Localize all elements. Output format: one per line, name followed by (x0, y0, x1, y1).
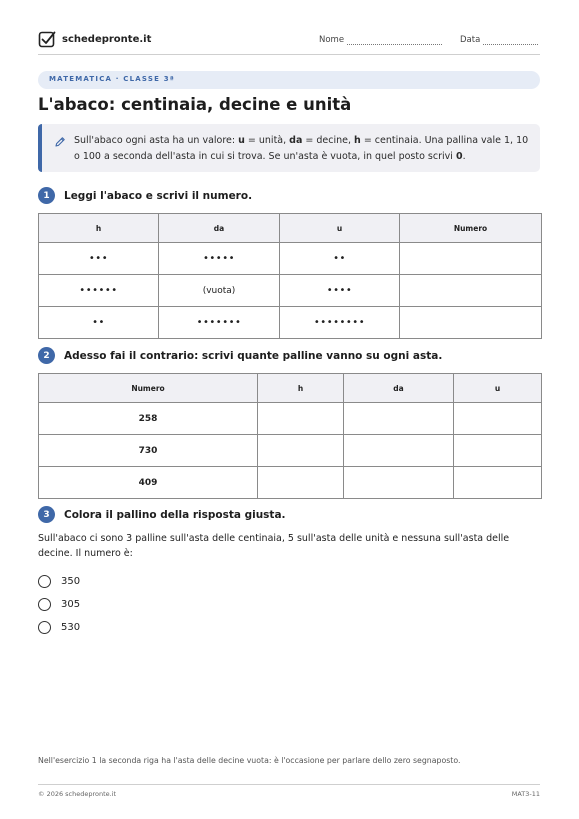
radio-circle-icon[interactable] (38, 598, 51, 611)
checkbox-logo-icon (38, 30, 56, 48)
number-cell: 730 (39, 435, 258, 467)
exercise-3-title: Colora il pallino della risposta giusta. (64, 508, 286, 521)
radio-circle-icon[interactable] (38, 621, 51, 634)
units-beads-cell: •••• (280, 275, 400, 307)
subject-badge (38, 71, 540, 89)
column-header: da (344, 374, 454, 403)
answer-option-label: 305 (61, 599, 81, 610)
footer-divider (38, 784, 540, 785)
copyright: © 2026 schedepronte.it (38, 790, 117, 798)
column-header: Numero (39, 374, 258, 403)
tens-answer-cell[interactable] (344, 467, 454, 499)
answer-option[interactable] (38, 598, 80, 611)
exercise-3-number: 3 (38, 506, 55, 523)
exercise-1-title: Leggi l'abaco e scrivi il numero. (64, 189, 253, 202)
table-row (39, 403, 542, 435)
answer-option-label: 530 (61, 622, 81, 633)
table-header-row (39, 214, 542, 243)
tens-answer-cell[interactable] (344, 435, 454, 467)
table-row (39, 275, 542, 307)
teacher-footnote: Nell'esercizio 1 la seconda riga ha l'asta delle decine vuota: è l'occasione per parlare dello zero segnaposto. (38, 756, 461, 765)
exercise-3-question: Sull'abaco ci sono 3 palline sull'asta delle centinaia, 5 sull'asta delle unità e nessuna sull'asta delle decine. Il numero è: (38, 533, 510, 559)
page-title: L'abaco: centinaia, decine e unità (38, 95, 352, 114)
column-header: u (280, 214, 400, 243)
date-line[interactable] (483, 35, 538, 45)
subject-badge-label: MATEMATICA · CLASSE 3ª (49, 75, 175, 83)
date-field[interactable] (460, 35, 538, 45)
hundreds-answer-cell[interactable] (258, 467, 344, 499)
number-cell: 258 (39, 403, 258, 435)
name-line[interactable] (347, 35, 442, 45)
name-label: Nome (319, 35, 345, 45)
note-text: Sull'abaco ogni asta ha un valore: u = unità, da = decine, h = centinaia. Una pallina vale 1, 10 o 100 a seconda dell'asta in cui si trova. Se un'asta è vuota, in quel posto scrivi 0. (74, 135, 529, 162)
instruction-note (38, 124, 540, 172)
exercise-2-heading (38, 347, 442, 364)
abacus-reading-table (38, 213, 542, 339)
pencil-icon (54, 136, 66, 148)
answer-option[interactable] (38, 621, 80, 634)
hundreds-beads-cell: ••• (39, 243, 159, 275)
units-answer-cell[interactable] (454, 467, 542, 499)
column-header: u (454, 374, 542, 403)
number-cell: 409 (39, 467, 258, 499)
tens-beads-cell: ••••• (159, 243, 280, 275)
tens-beads-cell: (vuota) (159, 275, 280, 307)
exercise-1-number: 1 (38, 187, 55, 204)
exercise-2-title: Adesso fai il contrario: scrivi quante palline vanno su ogni asta. (64, 349, 443, 362)
column-header: da (159, 214, 280, 243)
tens-answer-cell[interactable] (344, 403, 454, 435)
table-header-row (39, 374, 542, 403)
radio-circle-icon[interactable] (38, 575, 51, 588)
column-header: Numero (400, 214, 542, 243)
answer-cell[interactable] (400, 307, 542, 339)
logo (38, 30, 151, 48)
answer-cell[interactable] (400, 275, 542, 307)
date-label: Data (460, 35, 481, 45)
answer-cell[interactable] (400, 243, 542, 275)
table-row (39, 467, 542, 499)
column-header: h (39, 214, 159, 243)
hundreds-answer-cell[interactable] (258, 435, 344, 467)
table-row (39, 435, 542, 467)
number-to-abacus-table (38, 373, 542, 499)
column-header: h (258, 374, 344, 403)
table-row (39, 307, 542, 339)
units-answer-cell[interactable] (454, 403, 542, 435)
exercise-1-heading (38, 187, 252, 204)
table-row (39, 243, 542, 275)
note-accent-bar (38, 124, 42, 172)
answer-option[interactable] (38, 575, 80, 588)
tens-beads-cell: ••••••• (159, 307, 280, 339)
worksheet-code: MAT3-11 (511, 790, 540, 798)
hundreds-beads-cell: •••••• (39, 275, 159, 307)
units-beads-cell: •••••••• (280, 307, 400, 339)
hundreds-beads-cell: •• (39, 307, 159, 339)
page-header (38, 28, 540, 55)
hundreds-answer-cell[interactable] (258, 403, 344, 435)
name-field[interactable] (319, 35, 442, 45)
exercise-3-heading (38, 506, 286, 523)
exercise-2-number: 2 (38, 347, 55, 364)
logo-text: schedepronte.it (62, 33, 152, 45)
units-answer-cell[interactable] (454, 435, 542, 467)
answer-option-label: 350 (61, 576, 81, 587)
units-beads-cell: •• (280, 243, 400, 275)
